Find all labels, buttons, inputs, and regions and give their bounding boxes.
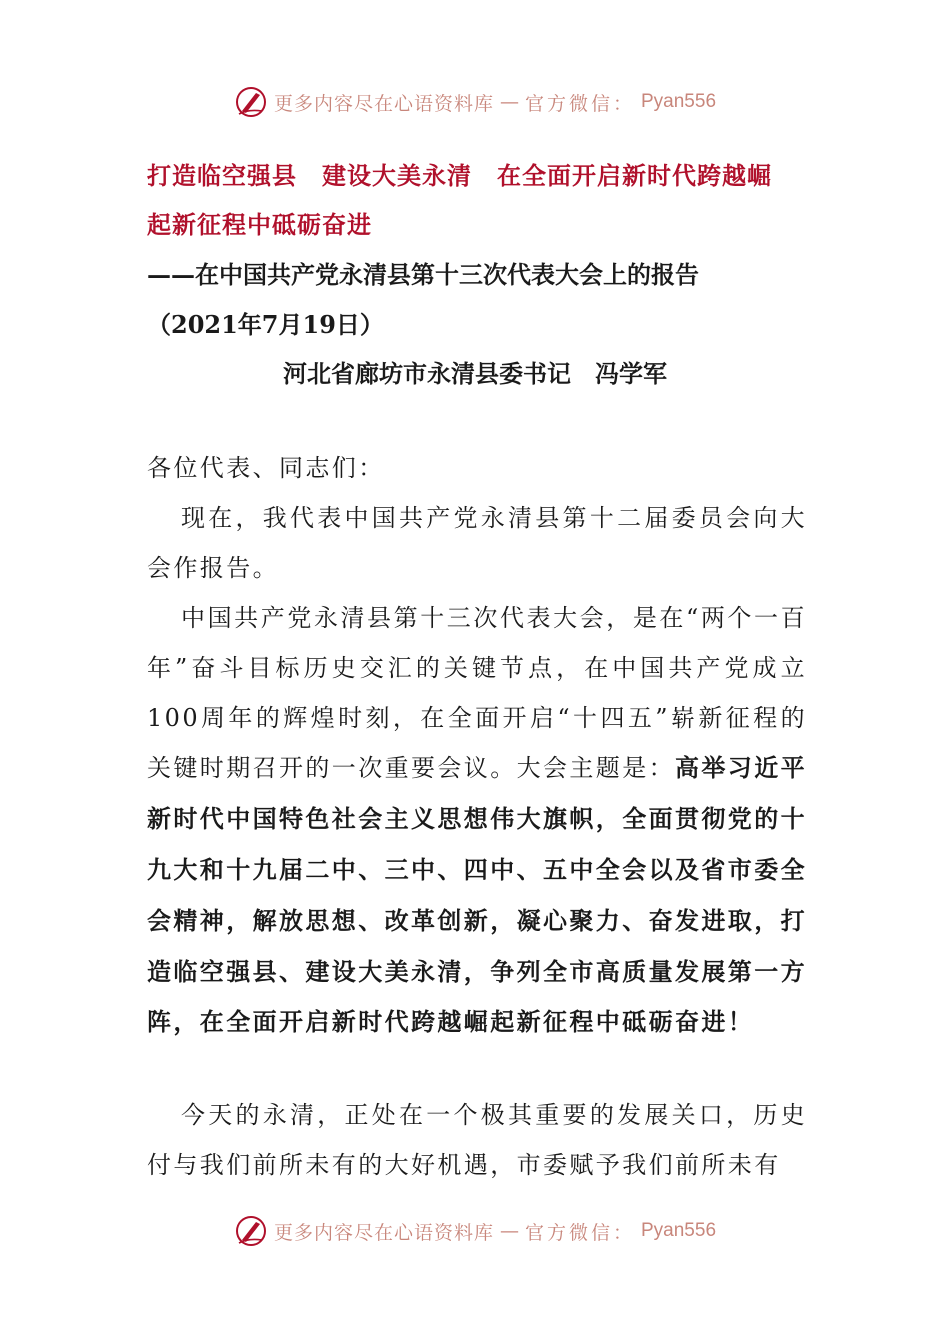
footer-banner [0, 1211, 950, 1251]
greeting: 各位代表、同志们： [147, 454, 385, 482]
paragraph-2-theme: 高举习近平新时代中国特色社会主义思想伟大旗帜，全面贯彻党的十九大和十九届二中、三中、四中、五中全会以及省市委全会精神，解放思想、改革创新，凝心聚力、奋发进取，打造临空强县、建设大美永清，争列全市高质量发展第一方阵，在全面开启新时代跨越崛起新征程中砥砺奋进！ [147, 753, 807, 1037]
document-date: （2021年7月19日） [147, 310, 384, 339]
header-banner [0, 82, 950, 122]
paragraph-2-text: 中国共产党永清县第十三次代表大会，是在“两个一百年”奋斗目标历史交汇的关键节点，在中国共产党成立100周年的辉煌时刻，在全面开启“十四五”崭新征程的关键时期召开的一次重要会议。大会主题是： [147, 604, 807, 783]
document-title-line-1: 打造临空强县 建设大美永清 在全面开启新时代跨越崛 [147, 161, 772, 190]
banner-wechat-id: Pyan556 [641, 1220, 717, 1241]
document-subtitle: ——在中国共产党永清县第十三次代表大会上的报告 [147, 260, 699, 289]
document-title-line-2: 起新征程中砥砺奋进 [147, 210, 372, 239]
paragraph-2 [147, 594, 807, 1048]
banner-wechat-id: Pyan556 [641, 91, 717, 112]
banner-site-name: 更多内容尽在心语资料库 [273, 1221, 494, 1244]
document-author: 河北省廊坊市永清县委书记 冯学军 [283, 359, 667, 388]
banner-wechat-label: 官方微信： [524, 92, 635, 115]
quill-logo-icon [234, 1214, 268, 1248]
banner-dash: — [499, 91, 519, 113]
paragraph-1: 现在，我代表中国共产党永清县第十二届委员会向大会作报告。 [147, 504, 807, 582]
banner-dash: — [499, 1220, 519, 1242]
quill-logo-icon [234, 85, 268, 119]
banner-wechat-label: 官方微信： [524, 1221, 635, 1244]
banner-site-name: 更多内容尽在心语资料库 [273, 92, 494, 115]
paragraph-3: 今天的永清，正处在一个极其重要的发展关口，历史付与我们前所未有的大好机遇，市委赋予我们前所未有 [147, 1101, 807, 1179]
